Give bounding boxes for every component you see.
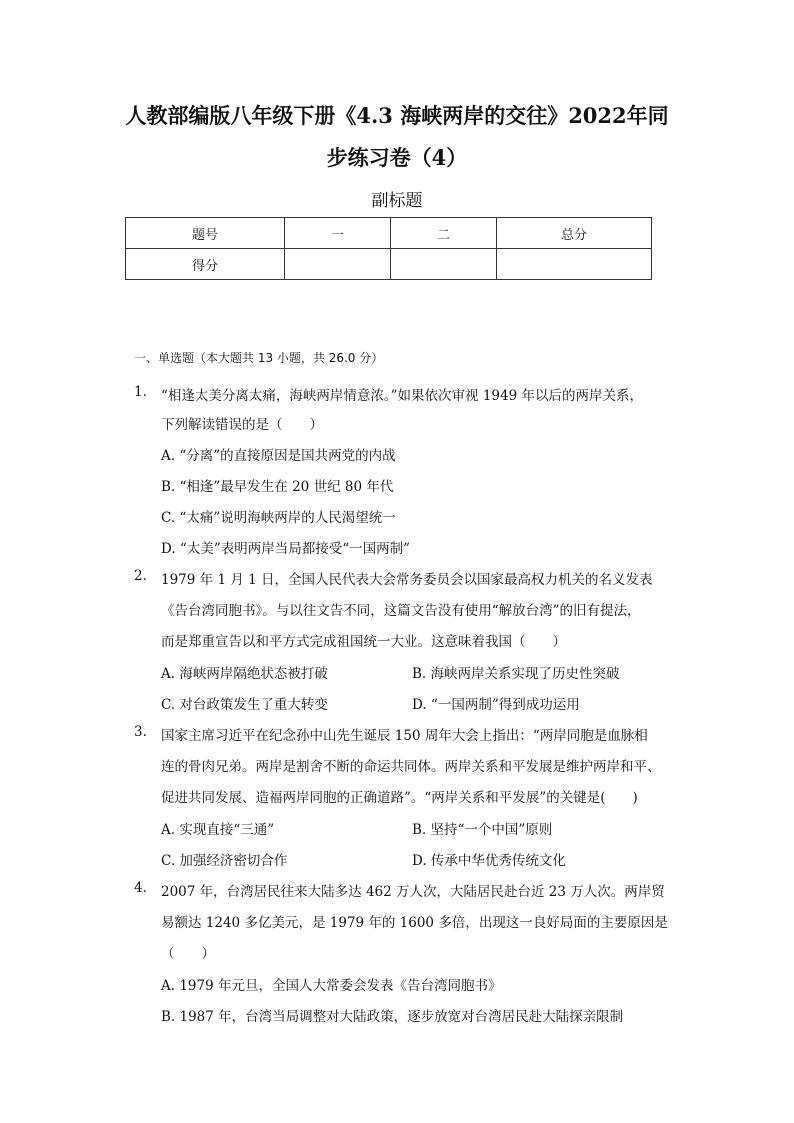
option-d[interactable]: D. “太美”表明两岸当局都接受“一国两制” <box>161 541 411 557</box>
option-b[interactable]: B. “相逢”最早发生在 20 世纪 80 年代 <box>161 479 394 495</box>
question-text-line: 连的骨肉兄弟。两岸是割舍不断的命运共同体。两岸关系和平发展是维护两岸和平、 <box>161 759 661 775</box>
document-subtitle: 副标题 <box>371 191 423 211</box>
option-b[interactable]: B. 海峡两岸关系实现了历史性突破 <box>412 666 620 682</box>
score-row-label: 得分 <box>126 249 285 280</box>
question-text-line: 《告台湾同胞书》。与以往文告不同，这篇文告没有使用“解放台湾”的旧有提法， <box>161 603 641 619</box>
section-heading: 一、单选题（本大题共 13 小题，共 26.0 分） <box>134 351 384 365</box>
question-text-line: （ ） <box>161 946 215 962</box>
option-c[interactable]: C. “太痛”说明海峡两岸的人民渴望统一 <box>161 510 396 526</box>
score-table <box>125 217 652 280</box>
option-c[interactable]: C. 加强经济密切合作 <box>161 853 288 869</box>
option-a[interactable]: A. “分离”的直接原因是国共两党的内战 <box>161 448 396 464</box>
option-b[interactable]: B. 1987 年，台湾当局调整对大陆政策，逐步放宽对台湾居民赴大陆探亲限制 <box>161 1009 624 1025</box>
option-d[interactable]: D. 传承中华优秀传统文化 <box>412 853 566 869</box>
score-cell[interactable] <box>285 249 391 280</box>
option-a[interactable]: A. 实现直接“三通” <box>161 822 275 838</box>
option-c[interactable]: C. 对台政策发生了重大转变 <box>161 697 328 713</box>
question-number: 3. <box>134 724 147 740</box>
question-text-line: 1979 年 1 月 1 日，全国人民代表大会常务委员会以国家最高权力机关的名义发表 <box>161 572 653 588</box>
question-text-line: 下列解读错误的是（ ） <box>161 417 323 433</box>
question-number: 4. <box>134 880 147 896</box>
option-b[interactable]: B. 坚持“一个中国”原则 <box>412 822 553 838</box>
option-a[interactable]: A. 1979 年元旦，全国人大常委会发表《告台湾同胞书》 <box>161 978 502 994</box>
score-header-cell: 总分 <box>497 218 652 249</box>
question-text-line: 易额达 1240 多亿美元，是 1979 年的 1600 多倍，出现这一良好局面的主要原因是 <box>161 915 668 931</box>
score-table-score-row <box>126 249 652 280</box>
question-text-line: 而是郑重宣告以和平方式完成祖国统一大业。这意味着我国（ ） <box>161 634 566 650</box>
question-text-line: “相逢太美分离太痛，海峡两岸情意浓。”如果依次审视 1949 年以后的两岸关系， <box>161 388 643 404</box>
option-a[interactable]: A. 海峡两岸隔绝状态被打破 <box>161 666 328 682</box>
option-d[interactable]: D. “一国两制”得到成功运用 <box>412 697 580 713</box>
question-number: 1. <box>134 384 147 400</box>
score-header-cell: 一 <box>285 218 391 249</box>
score-table-header-row <box>126 218 652 249</box>
question-number: 2. <box>134 568 147 584</box>
score-cell[interactable] <box>391 249 497 280</box>
question-text-line: 促进共同发展、造福两岸同胞的正确道路”。“两岸关系和平发展”的关键是( ) <box>161 790 638 806</box>
question-text-line: 2007 年，台湾居民往来大陆多达 462 万人次，大陆居民赴台近 23 万人次。两岸贸 <box>161 884 665 900</box>
document-title-line-1: 人教部编版八年级下册《4.3 海峡两岸的交往》2022年同 <box>125 103 669 128</box>
document-title-line-2: 步练习卷（4） <box>326 145 468 170</box>
score-cell[interactable] <box>497 249 652 280</box>
score-header-cell: 二 <box>391 218 497 249</box>
question-text-line: 国家主席习近平在纪念孙中山先生诞辰 150 周年大会上指出：“两岸同胞是血脉相 <box>161 728 648 744</box>
score-header-cell: 题号 <box>126 218 285 249</box>
